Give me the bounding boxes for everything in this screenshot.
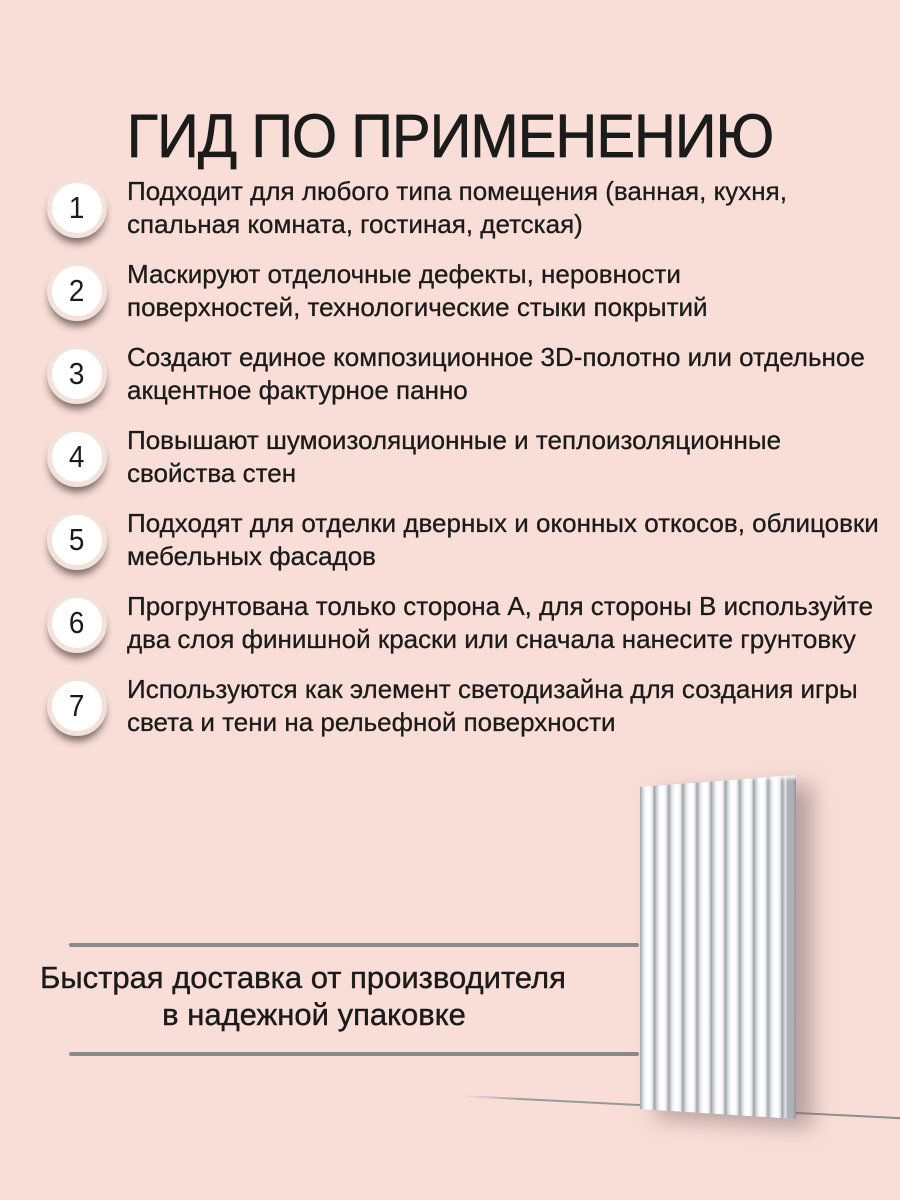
- item-text: [127, 507, 879, 573]
- item-text-line: два слоя финишной краски или сначала нанесите грунтовку: [127, 623, 856, 654]
- item-number-badge: [47, 510, 107, 570]
- slat-panel-image: [640, 773, 796, 1119]
- item-text-line: Используются как элемент светодизайна для создания игры: [127, 673, 858, 704]
- item-number-badge: [47, 427, 107, 487]
- item-number: 1: [69, 190, 85, 225]
- item-number: 2: [69, 273, 85, 308]
- item-text-line: акцентное фактурное панно: [127, 374, 468, 405]
- item-text-line: Маскируют отделочные дефекты, неровности: [127, 258, 681, 289]
- item-text-line: свойства стен: [127, 457, 297, 488]
- item-number: 5: [69, 522, 85, 557]
- list-item: [47, 166, 877, 249]
- divider-line-bottom: [69, 1052, 639, 1056]
- delivery-note-line: в надежной упаковке: [162, 997, 466, 1032]
- item-text: [127, 673, 858, 739]
- delivery-note: [40, 959, 566, 1033]
- page-title: ГИД ПО ПРИМЕНЕНИЮ: [126, 101, 774, 170]
- item-number-badge: [47, 178, 107, 238]
- item-text: [127, 175, 787, 241]
- item-text-line: Прогрунтована только сторона А, для стороны В используйте: [127, 590, 874, 621]
- item-text-line: мебельных фасадов: [127, 540, 376, 571]
- item-text-line: Подходит для любого типа помещения (ванная, кухня,: [127, 175, 787, 206]
- slat-panel-face: [640, 773, 796, 1119]
- usage-guide-list: [47, 166, 877, 747]
- item-text: [127, 341, 865, 407]
- item-text: [127, 258, 708, 324]
- item-text-line: света и тени на рельефной поверхности: [127, 706, 616, 737]
- list-item: [47, 415, 877, 498]
- item-text-line: поверхностей, технологические стыки покрытий: [127, 291, 708, 322]
- item-number-badge: [47, 593, 107, 653]
- item-number: 7: [69, 688, 85, 723]
- item-number: 3: [69, 356, 85, 391]
- item-text: [127, 590, 873, 656]
- item-number: 6: [69, 605, 85, 640]
- list-item: [47, 664, 877, 747]
- item-text-line: Создают единое композиционное 3D-полотно или отдельное: [127, 341, 865, 372]
- list-item: [47, 332, 877, 415]
- divider-line-top: [69, 943, 639, 947]
- list-item: [47, 498, 877, 581]
- list-item: [47, 581, 877, 664]
- item-text-line: Повышают шумоизоляционные и теплоизоляционные: [127, 424, 782, 455]
- item-number-badge: [47, 344, 107, 404]
- list-item: [47, 249, 877, 332]
- item-text: [127, 424, 781, 490]
- item-text-line: Подходят для отделки дверных и оконных откосов, облицовки: [127, 507, 879, 538]
- item-number: 4: [69, 439, 85, 474]
- item-text-line: спальная комната, гостиная, детская): [127, 208, 583, 239]
- item-number-badge: [47, 676, 107, 736]
- delivery-note-line: Быстрая доставка от производителя: [40, 960, 566, 995]
- item-number-badge: [47, 261, 107, 321]
